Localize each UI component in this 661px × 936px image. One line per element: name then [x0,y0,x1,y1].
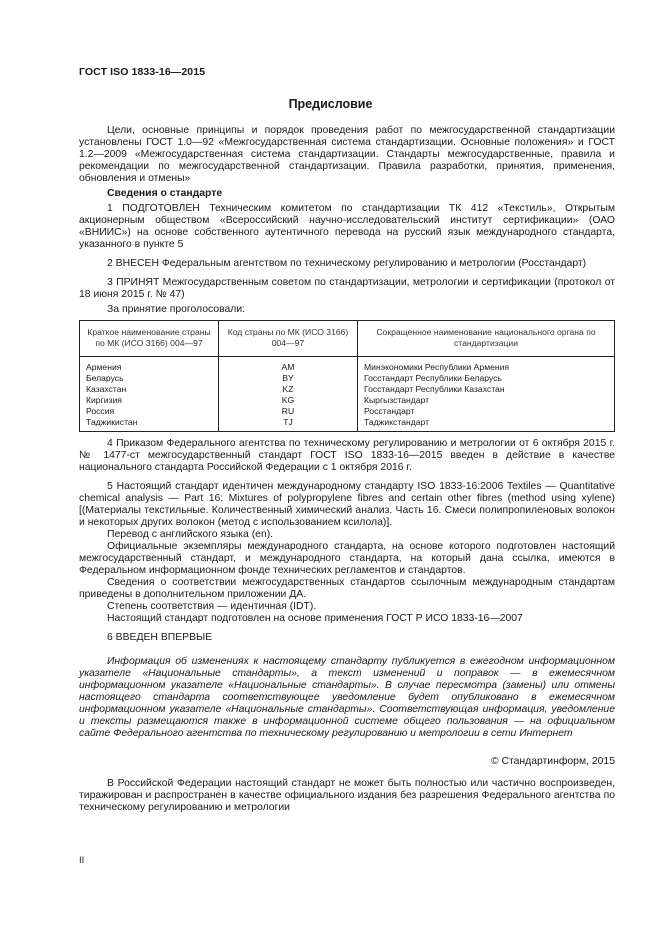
code-cell: KZ [219,384,358,395]
header-country-code: Код страны по МК (ИСО 3166) 004—97 [219,321,358,357]
basis-note: Настоящий стандарт подготовлен на основе применения ГОСТ Р ИСО 1833-16—2007 [107,613,523,624]
copyright-line: © Стандартинформ, 2015 [490,756,615,767]
code-cell: TJ [219,417,358,432]
body-cell: Госстандарт Республики Казахстан [358,384,615,395]
official-copies-note: Официальные экземпляры международного стандарта, на основе которого подготовлен настоящий межгосударственный стандарт, и международного стандарта, на который дана ссылка, имеются в Федеральном информационном фонде технических регламентов и стандартов. [79,541,615,576]
info-heading: Сведения о стандарте [107,188,223,199]
vote-intro: За принятие проголосовали: [107,304,246,315]
intro-paragraph: Цели, основные принципы и порядок проведения работ по межгосударственной стандартизации установлены ГОСТ 1.0—92 «Межгосударственная система стандартизации. Основные положения» и ГОСТ 1.2—2009 «Межгосударственная система стандартизации. Стандарты межгосударственные, правила и рекомендации по межгосударственной стандартизации. Правила разработки, принятия, применения, обновления и отмены» [79,125,615,184]
item-6-paragraph: 6 ВВЕДЕН ВПЕРВЫЕ [107,632,213,643]
table-row [80,406,615,417]
translation-note: Перевод с английского языка (en). [107,529,274,540]
notice-paragraph: Информация об изменениях к настоящему стандарту публикуется в ежегодном информационном указателе «Национальные стандарты», а текст изменений и поправок — в ежемесячном информационном указателе «Национальные стандарты». В случае пересмотра (замены) или отмены настоящего стандарта соответствующее уведомление будет опубликовано в ежемесячном информационном указателе «Национальные стандарты». Соответствующая информация, уведомление и тексты размещаются также в информационной системе общего пользования — на официальном сайте Федерального агентства по техническому регулированию и метрологии в сети Интернет [79,656,615,739]
document-body [79,125,615,814]
body-cell: Минэкономики Республики Армения [358,357,615,374]
body-cell: Кыргызстандарт [358,395,615,406]
body-cell: Госстандарт Республики Беларусь [358,373,615,384]
country-cell: Беларусь [80,373,219,384]
header-national-body: Сокращенное наименование национального органа по стандартизации [358,321,615,357]
country-cell: Таджикистан [80,417,219,432]
conformity-degree: Степень соответствия — идентичная (IDT). [107,601,317,612]
item-2-paragraph: 2 ВНЕСЕН Федеральным агентством по техническому регулированию и метрологии (Росстандарт) [107,258,587,269]
code-cell: AM [219,357,358,374]
code-cell: KG [219,395,358,406]
item-5-paragraph: 5 Настоящий стандарт идентичен международному стандарту ISO 1833-16:2006 Textiles — Quantitative chemical analysis — Part 16: Mixtures of polypropylene fibres and certain other fibres (method using xylene) [(Материалы текстильные. Количественный химический анализ. Часть 16. Смеси полипропиленовых волокон и некоторых других волокон (метод с использованием ксилола)]. [79,481,615,528]
item-1-paragraph: 1 ПОДГОТОВЛЕН Техническим комитетом по стандартизации ТК 412 «Текстиль», Открытым акционерным обществом «Всероссийский научно-исследовательский институт сертификации» (ОАО «ВНИИС») на основе собственного аутентичного перевода на русский язык международного стандарта, указанного в пункте 5 [79,203,615,250]
table-row [80,384,615,395]
country-cell: Киргизия [80,395,219,406]
table-row [80,417,615,432]
country-cell: Армения [80,357,219,374]
item-4-paragraph: 4 Приказом Федерального агентства по техническому регулированию и метрологии от 6 октября 2015 г. № 1477-ст межгосударственный стандарт ГОСТ ISO 1833-16—2015 введен в действие в качестве национального стандарта Российской Федерации с 1 октября 2016 г. [79,438,615,473]
page-title: Предисловие [288,97,373,111]
header-country-name: Краткое наименование страны по МК (ИСО 3166) 004—97 [80,321,219,357]
reproduction-notice: В Российской Федерации настоящий стандарт не может быть полностью или частично воспроизведен, тиражирован и распространен в качестве официального издания без разрешения Федерального агентства по техническому регулированию и метрологии [79,778,615,813]
table-row [80,357,615,374]
references-note: Сведения о соответствии межгосударственных стандартов ссылочным международным стандартам приведены в дополнительном приложении ДА. [79,577,615,600]
voting-table [79,320,615,432]
table-row [80,373,615,384]
page-number: II [79,855,85,866]
code-cell: RU [219,406,358,417]
body-cell: Таджикстандарт [358,417,615,432]
code-cell: BY [219,373,358,384]
country-cell: Казахстан [80,384,219,395]
notice-block [79,656,615,740]
body-cell: Росстандарт [358,406,615,417]
voting-table-header-row [80,321,615,357]
item-3-paragraph: 3 ПРИНЯТ Межгосударственным советом по стандартизации, метрологии и сертификации (протокол от 18 июня 2015 г. № 47) [79,277,615,300]
table-row [80,395,615,406]
document-code-header: ГОСТ ISO 1833-16—2015 [79,66,206,78]
country-cell: Россия [80,406,219,417]
